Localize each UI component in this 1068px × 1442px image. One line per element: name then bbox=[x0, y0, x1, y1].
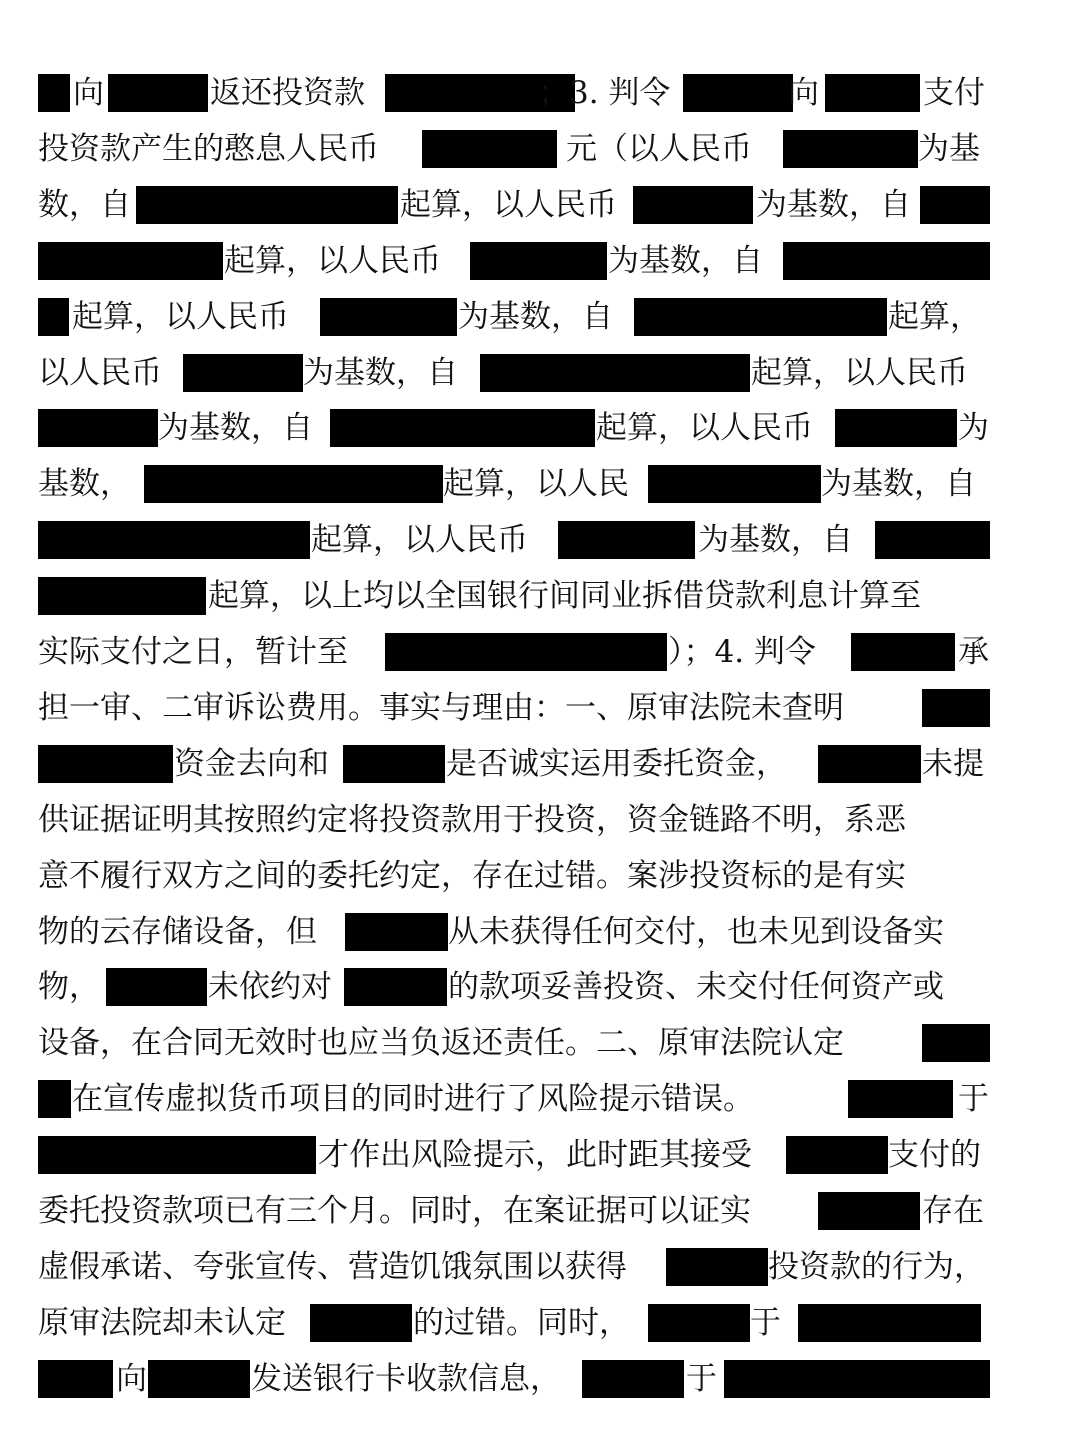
text-segment: 元（以人民币 bbox=[566, 130, 752, 167]
text-segment: 为基数，自 bbox=[756, 186, 911, 223]
text-line bbox=[38, 628, 990, 676]
redaction-bar bbox=[648, 465, 821, 503]
redaction-bar bbox=[38, 577, 206, 615]
text-line bbox=[38, 572, 990, 620]
text-segment: 为基数，自 bbox=[158, 410, 313, 447]
text-segment: 发送银行卡收款信息， bbox=[251, 1360, 561, 1397]
redaction-bar bbox=[724, 1360, 990, 1398]
text-line bbox=[38, 963, 990, 1011]
text-segment: 意不履行双方之间的委托约定，存在过错。案涉投资标的是有实 bbox=[38, 857, 906, 894]
redaction-bar bbox=[851, 633, 955, 671]
text-segment: 起算，以人民 bbox=[443, 466, 629, 503]
text-segment: 从未获得任何交付，也未见到设备实 bbox=[448, 913, 944, 950]
text-segment: 未依约对 bbox=[208, 969, 332, 1006]
text-line bbox=[38, 796, 990, 844]
text-line bbox=[38, 1075, 990, 1123]
redaction-bar bbox=[480, 354, 750, 392]
redaction-bar bbox=[633, 186, 753, 224]
redaction-bar bbox=[798, 1304, 981, 1342]
text-line bbox=[38, 1131, 990, 1179]
text-segment: 存在 bbox=[922, 1193, 984, 1229]
text-line bbox=[38, 1299, 990, 1347]
redaction-bar bbox=[470, 242, 607, 280]
text-line bbox=[38, 293, 990, 341]
text-segment: 为基数，自 bbox=[698, 522, 853, 559]
text-segment: 的款项妥善投资、未交付任何资产或 bbox=[448, 969, 944, 1006]
text-segment: 向 bbox=[788, 75, 819, 111]
text-segment: ；3. 判令 bbox=[538, 75, 671, 111]
redaction-bar bbox=[666, 1248, 768, 1286]
redaction-bar bbox=[920, 186, 990, 224]
text-segment: 为基数，自 bbox=[458, 298, 613, 335]
text-segment: 实际支付之日，暂计至 bbox=[38, 634, 348, 670]
redaction-bar bbox=[320, 298, 457, 336]
redaction-bar bbox=[136, 186, 398, 224]
text-segment: 未提 bbox=[922, 745, 984, 782]
redaction-bar bbox=[922, 689, 990, 727]
redaction-bar bbox=[818, 1192, 920, 1230]
text-line bbox=[38, 125, 990, 173]
redaction-bar bbox=[385, 633, 667, 671]
redaction-bar bbox=[343, 745, 445, 783]
text-segment: 为基 bbox=[918, 130, 980, 167]
text-line bbox=[38, 1019, 990, 1067]
text-segment: 为基数，自 bbox=[821, 466, 976, 503]
text-segment: 承 bbox=[958, 634, 989, 670]
text-segment: 向 bbox=[116, 1360, 147, 1397]
redaction-bar bbox=[144, 465, 443, 503]
redaction-bar bbox=[825, 74, 920, 112]
redaction-bar bbox=[634, 298, 887, 336]
text-line bbox=[38, 460, 990, 508]
text-segment: 返还投资款 bbox=[210, 75, 365, 111]
text-segment: 原审法院却未认定 bbox=[38, 1304, 286, 1341]
text-line bbox=[38, 516, 990, 564]
redaction-bar bbox=[648, 1304, 750, 1342]
redaction-bar bbox=[106, 968, 207, 1006]
text-segment: 为基数，自 bbox=[303, 354, 458, 391]
redaction-bar bbox=[310, 1304, 412, 1342]
text-line bbox=[38, 1355, 990, 1403]
text-segment: 资金去向和 bbox=[174, 745, 329, 782]
redaction-bar bbox=[683, 74, 793, 112]
text-segment: 基数， bbox=[38, 466, 131, 503]
redaction-bar bbox=[38, 409, 158, 447]
text-segment: 于 bbox=[750, 1304, 781, 1341]
redaction-bar bbox=[38, 74, 70, 112]
redaction-bar bbox=[344, 968, 447, 1006]
text-segment: 以人民币 bbox=[38, 354, 162, 391]
text-segment: 起算，以人民币 bbox=[596, 410, 813, 447]
text-line bbox=[38, 908, 990, 956]
redaction-bar bbox=[330, 409, 595, 447]
text-segment: 物， bbox=[38, 969, 100, 1006]
text-segment: 向 bbox=[73, 75, 104, 111]
text-segment: 委托投资款项已有三个月。同时，在案证据可以证实 bbox=[38, 1193, 751, 1229]
text-segment: 起算， bbox=[888, 298, 981, 335]
text-segment: 在宣传虚拟货币项目的同时进行了风险提示错误。 bbox=[72, 1081, 754, 1118]
text-segment: 起算，以人民币 bbox=[400, 186, 617, 223]
redaction-bar bbox=[783, 242, 990, 280]
redaction-bar bbox=[38, 521, 310, 559]
redaction-bar bbox=[835, 409, 957, 447]
redaction-bar bbox=[922, 1024, 990, 1062]
redaction-bar bbox=[558, 521, 695, 559]
text-segment: 为基数，自 bbox=[608, 242, 763, 279]
text-segment: 才作出风险提示，此时距其接受 bbox=[318, 1137, 752, 1174]
text-segment: 支付的 bbox=[888, 1137, 981, 1174]
text-segment: 投资款产生的憨息人民币 bbox=[38, 130, 379, 167]
redaction-bar bbox=[38, 298, 69, 336]
text-segment: 于 bbox=[958, 1081, 989, 1118]
redaction-bar bbox=[848, 1080, 953, 1118]
redaction-bar bbox=[422, 130, 557, 168]
text-segment: ）；4. 判令 bbox=[668, 634, 816, 670]
text-segment: 于 bbox=[686, 1360, 717, 1397]
redaction-bar bbox=[38, 1080, 71, 1118]
text-segment: 数，自 bbox=[38, 186, 131, 223]
redaction-bar bbox=[148, 1360, 250, 1398]
text-segment: 物的云存储设备，但 bbox=[38, 913, 317, 950]
text-segment: 的过错。同时， bbox=[413, 1304, 630, 1341]
text-segment: 供证据证明其按照约定将投资款用于投资，资金链路不明，系恶 bbox=[38, 801, 906, 838]
redaction-bar bbox=[818, 745, 921, 783]
redaction-bar bbox=[786, 1136, 888, 1174]
text-segment: 虚假承诺、夸张宣传、营造饥饿氛围以获得 bbox=[38, 1248, 627, 1285]
text-segment: 起算，以人民币 bbox=[224, 242, 441, 279]
redaction-bar bbox=[38, 242, 223, 280]
text-segment: 起算，以上均以全国银行间同业拆借贷款利息计算至 bbox=[208, 578, 921, 615]
redaction-bar bbox=[38, 745, 173, 783]
text-segment: 投资款的行为， bbox=[768, 1248, 985, 1285]
redaction-bar bbox=[783, 130, 918, 168]
text-segment: 是否诚实运用委托资金， bbox=[446, 745, 787, 782]
text-line bbox=[38, 684, 990, 732]
text-line bbox=[38, 349, 990, 397]
text-segment: 起算，以人民币 bbox=[311, 522, 528, 559]
text-line bbox=[38, 1243, 990, 1291]
text-line bbox=[38, 237, 990, 285]
text-segment: 设备，在合同无效时也应当负返还责任。二、原审法院认定 bbox=[38, 1025, 844, 1062]
redaction-bar bbox=[38, 1136, 316, 1174]
text-line bbox=[38, 404, 990, 452]
text-segment: 起算，以人民币 bbox=[751, 354, 968, 391]
text-line bbox=[38, 852, 990, 900]
text-segment: 为 bbox=[958, 410, 989, 447]
redaction-bar bbox=[108, 74, 208, 112]
text-segment: 起算，以人民币 bbox=[72, 298, 289, 335]
redaction-bar bbox=[38, 1360, 113, 1398]
text-line bbox=[38, 740, 990, 788]
text-line bbox=[38, 1187, 990, 1235]
text-line bbox=[38, 69, 990, 117]
text-segment: 担一审、二审诉讼费用。事实与理由：一、原审法院未查明 bbox=[38, 689, 844, 726]
redaction-bar bbox=[875, 521, 990, 559]
text-line bbox=[38, 181, 990, 229]
redaction-bar bbox=[183, 354, 303, 392]
redaction-bar bbox=[345, 913, 448, 951]
text-segment: 支付 bbox=[923, 75, 985, 111]
redaction-bar bbox=[582, 1360, 684, 1398]
